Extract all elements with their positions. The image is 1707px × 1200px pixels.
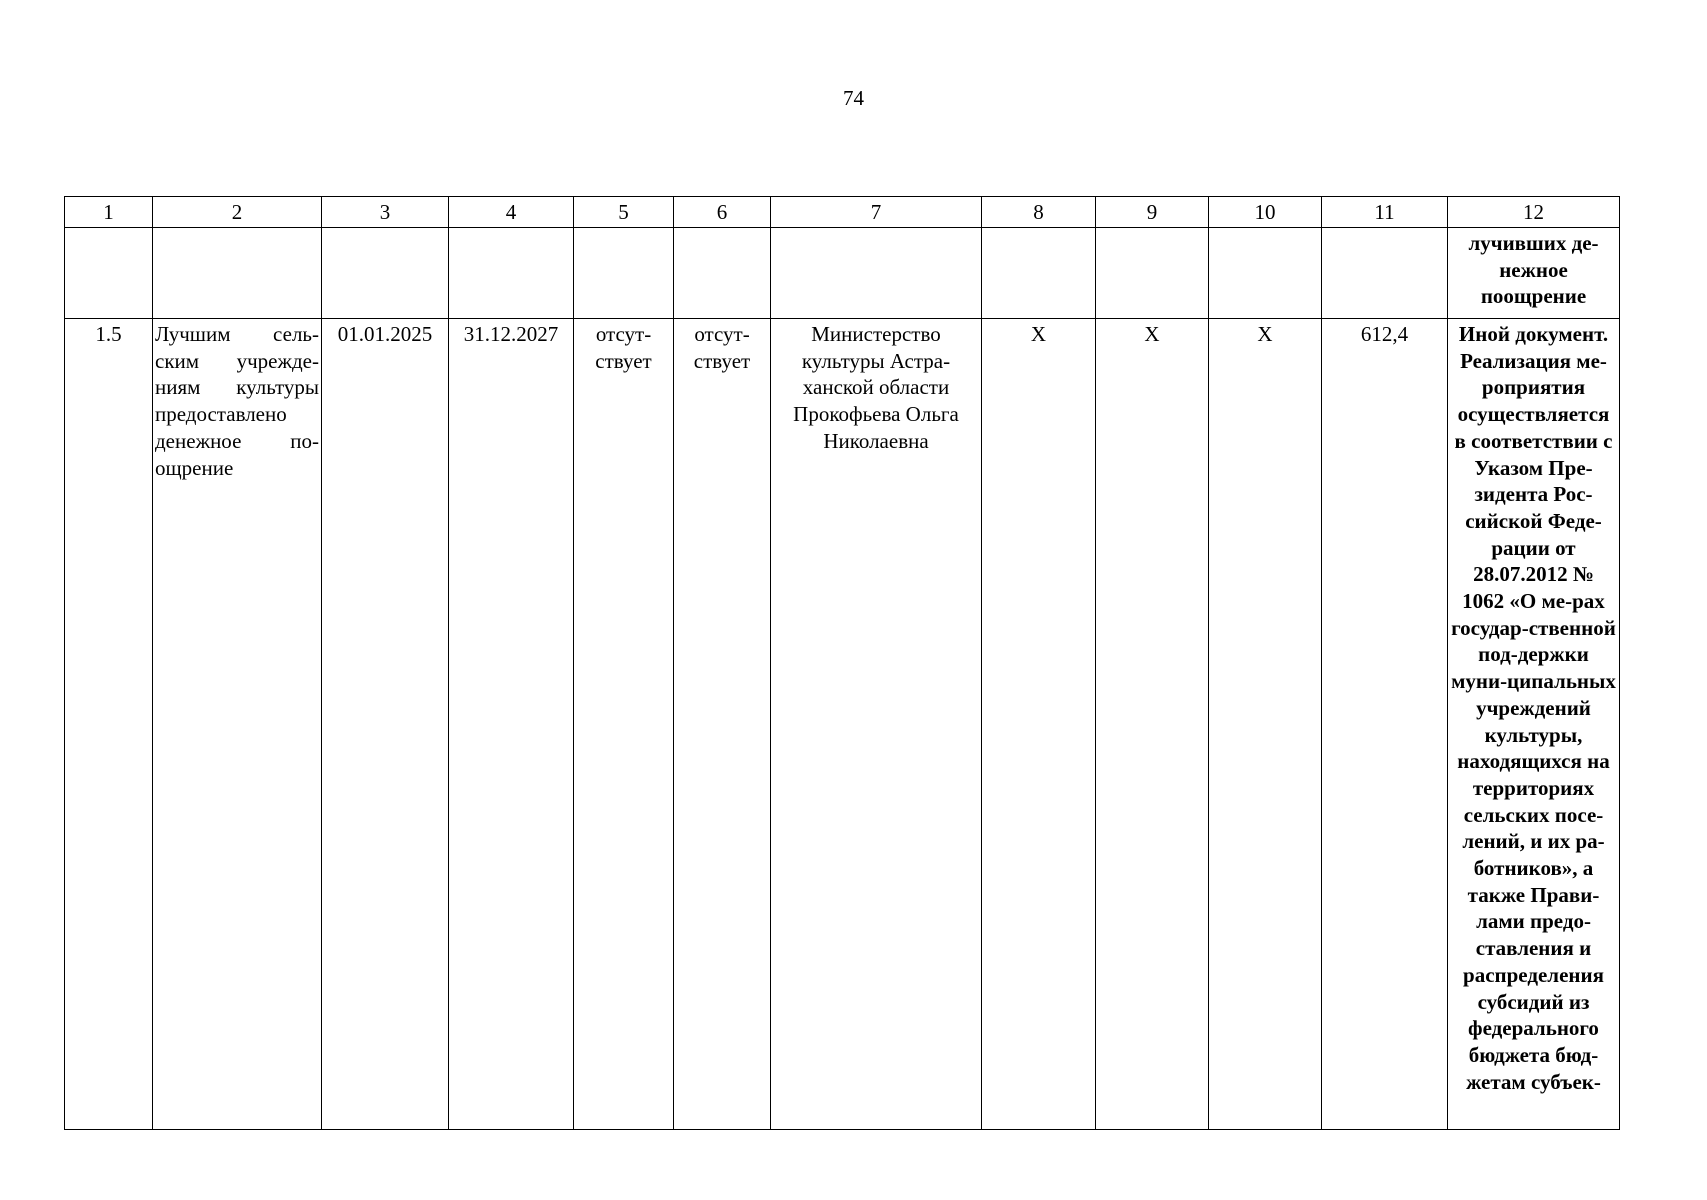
start-date	[322, 319, 449, 1130]
table-cell	[322, 228, 449, 319]
table-cell	[1322, 228, 1448, 319]
header-cell-5: 5	[574, 197, 674, 228]
header-cell-3: 3	[322, 197, 449, 228]
result-name-value: Лучшим сель-ским учрежде-ниям культуры предоставлено денежное по-ощрение	[155, 322, 319, 480]
continuation-document-value: лучивших де-нежное поощрение	[1468, 231, 1599, 309]
report-table	[64, 196, 1620, 1130]
page-number: 74	[843, 86, 864, 110]
end-date	[449, 319, 574, 1130]
table-cell	[153, 228, 322, 319]
continuation-row	[65, 228, 1620, 319]
start-date-value: 01.01.2025	[337, 322, 433, 346]
amount	[1322, 319, 1448, 1130]
header-cell-1: 1	[65, 197, 153, 228]
table-cell	[449, 228, 574, 319]
table-cell	[771, 228, 982, 319]
table-cell	[1096, 228, 1209, 319]
header-cell-6: 6	[674, 197, 771, 228]
col6-text: отсут-ствует	[693, 322, 751, 373]
col8-mark	[982, 319, 1096, 1130]
header-cell-12: 12	[1448, 197, 1620, 228]
col8-text: Х	[1030, 322, 1047, 346]
header-cell-2: 2	[153, 197, 322, 228]
continuation-document-text	[1448, 228, 1620, 319]
table-row	[65, 319, 1620, 1130]
col5-value	[574, 319, 674, 1130]
header-row	[65, 197, 1620, 228]
row-number	[65, 319, 153, 1130]
document-text	[1448, 319, 1620, 1130]
header-cell-7: 7	[771, 197, 982, 228]
header-cell-11: 11	[1322, 197, 1448, 228]
col10-mark	[1209, 319, 1322, 1130]
table-cell	[982, 228, 1096, 319]
amount-value: 612,4	[1360, 322, 1409, 346]
col6-value	[674, 319, 771, 1130]
header-cell-10: 10	[1209, 197, 1322, 228]
header-cell-8: 8	[982, 197, 1096, 228]
header-cell-9: 9	[1096, 197, 1209, 228]
row-number-value: 1.5	[95, 322, 122, 346]
table-cell	[574, 228, 674, 319]
responsible-person-text: Министерство культуры Астра-ханской области Прокофьева Ольга Николаевна	[793, 322, 959, 453]
responsible-person	[771, 319, 982, 1130]
end-date-value: 31.12.2027	[463, 322, 559, 346]
col5-text: отсут-ствует	[595, 322, 652, 373]
header-cell-4: 4	[449, 197, 574, 228]
table-cell	[674, 228, 771, 319]
result-name	[153, 319, 322, 1130]
table-cell	[1209, 228, 1322, 319]
table-cell	[65, 228, 153, 319]
col9-mark	[1096, 319, 1209, 1130]
col9-text: Х	[1144, 322, 1160, 346]
document-text-value: Иной документ. Реализация ме-роприятия осуществляется в соответствии с Указом Пре-зидента Рос-сийской Феде-рации от 28.07.2012 № 1062 «О ме-рах государ-ственной под-держки муни-ципальных учреждений культуры, находящихся на территориях сельских посе-лений, и их ра-ботников», а также Прави-лами предо-ставления и распределения субсидий из федерального бюджета бюд-жетам субъек-	[1451, 322, 1616, 1094]
col10-text: Х	[1257, 322, 1273, 346]
